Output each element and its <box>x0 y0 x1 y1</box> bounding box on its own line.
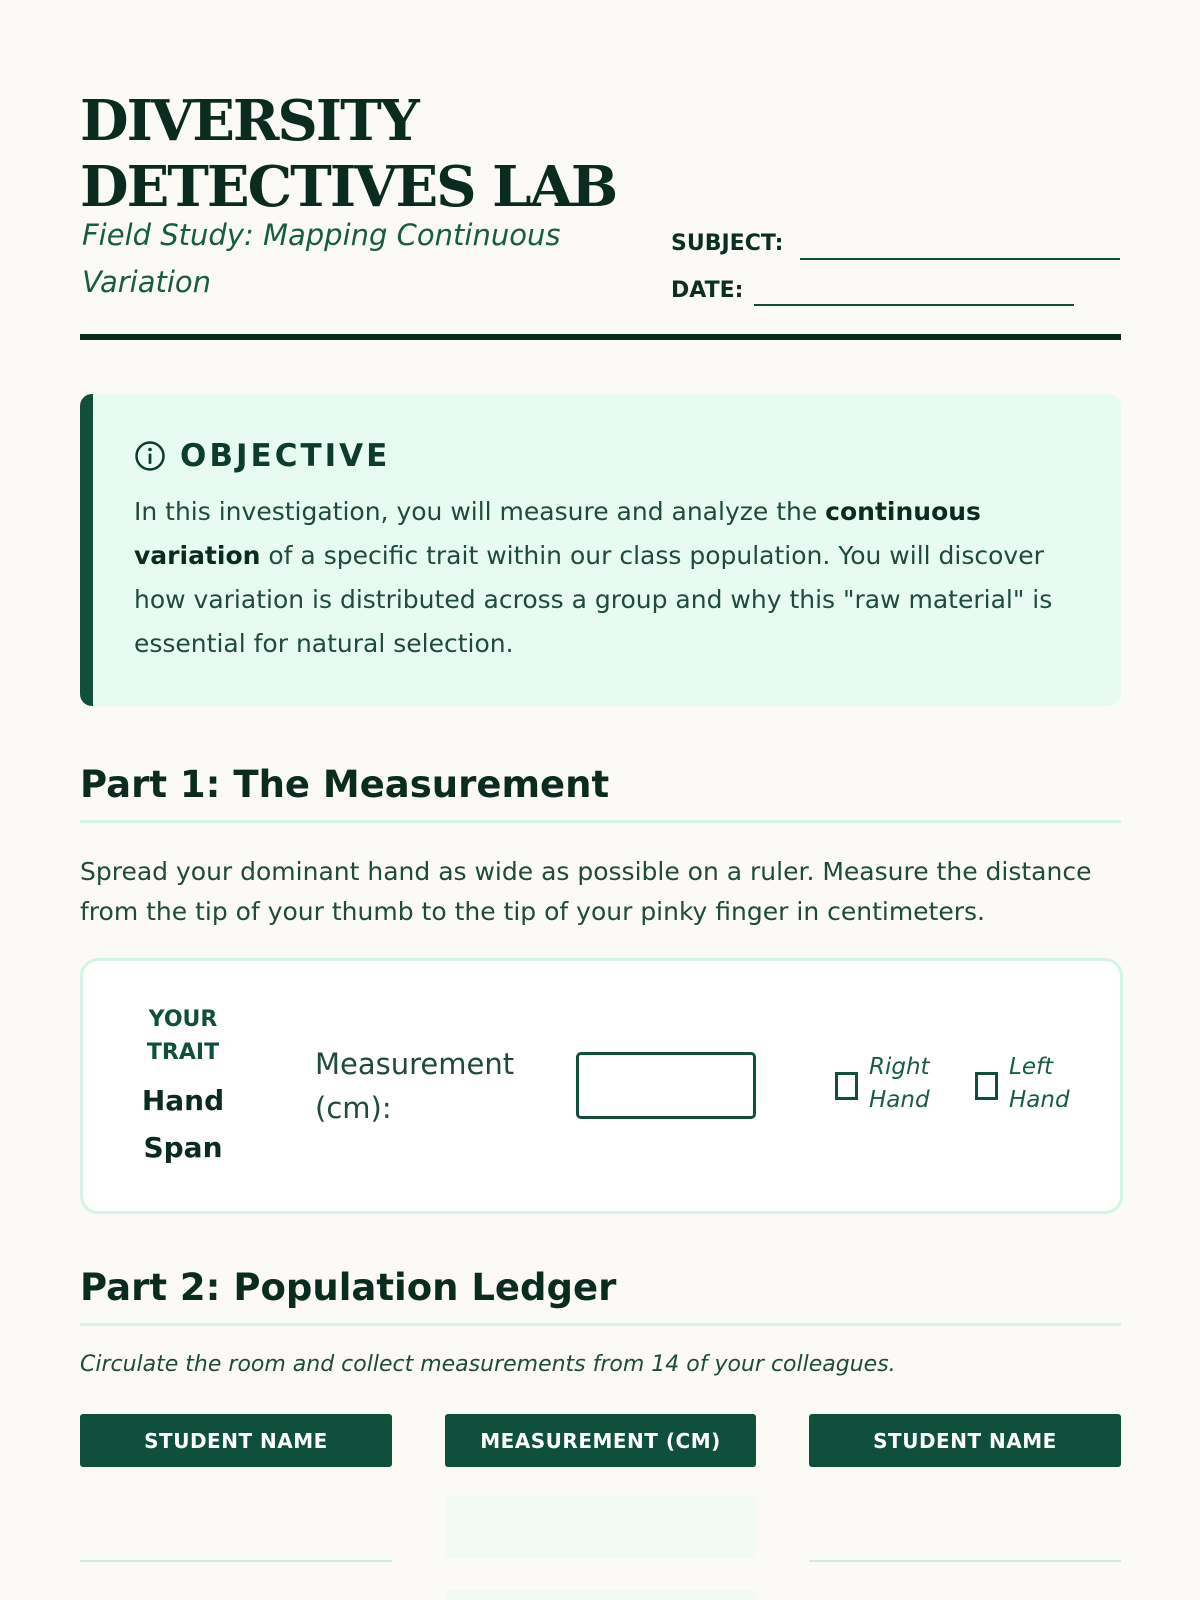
left-hand-checkbox[interactable] <box>975 1072 998 1100</box>
ledger-row-line-name-1[interactable] <box>80 1560 392 1562</box>
objective-header <box>134 438 390 474</box>
part1-instructions: Spread your dominant hand as wide as possible on a ruler. Measure the distance from the tip of your thumb to the tip of your pinky finger in centimeters. <box>80 857 1092 926</box>
header-divider <box>80 334 1121 340</box>
ledger-cell-measurement[interactable] <box>445 1496 756 1558</box>
trait-label: YOUR TRAIT <box>146 1007 220 1065</box>
ledger-row-line-name-2[interactable] <box>809 1560 1121 1562</box>
page-subtitle: Field Study: Mapping Continuous Variation <box>82 218 561 299</box>
measurement-input[interactable] <box>576 1052 756 1119</box>
trait-value: Hand Span <box>141 1084 225 1164</box>
measurement-card <box>80 958 1123 1214</box>
objective-heading: OBJECTIVE <box>180 438 391 474</box>
subject-label: SUBJECT: <box>671 231 784 256</box>
objective-box <box>80 394 1121 706</box>
part1-divider <box>80 820 1121 823</box>
part2-note: Circulate the room and collect measurements from 14 of your colleagues. <box>80 1352 896 1377</box>
ledger-header-student-name-1: STUDENT NAME <box>80 1414 392 1467</box>
ledger-cell-measurement-next[interactable] <box>445 1590 756 1600</box>
subject-field[interactable] <box>800 258 1120 260</box>
left-hand-label: Left Hand <box>1009 1054 1070 1113</box>
date-label: DATE: <box>671 278 744 303</box>
date-field[interactable] <box>754 304 1074 306</box>
part2-divider <box>80 1323 1121 1326</box>
right-hand-label: Right Hand <box>869 1054 930 1113</box>
part1-heading: Part 1: The Measurement <box>80 763 610 806</box>
right-hand-checkbox[interactable] <box>835 1072 858 1100</box>
objective-text-end: of a specific trait within our class population. You will discover how variation is distributed across a group and why this "raw material" is essential for natural selection. <box>134 541 1053 658</box>
ledger-header-student-name-2: STUDENT NAME <box>809 1414 1121 1467</box>
info-icon <box>134 440 166 472</box>
page-title: DIVERSITY DETECTIVES LAB <box>80 88 617 220</box>
part2-heading: Part 2: Population Ledger <box>80 1266 617 1309</box>
ledger-header-measurement: MEASUREMENT (CM) <box>445 1414 756 1467</box>
measurement-label: Measurement (cm): <box>315 1047 515 1125</box>
objective-accent-bar <box>80 394 93 706</box>
objective-text-emphasis: continuous variation <box>134 497 981 570</box>
objective-text <box>134 490 1074 666</box>
objective-text-start: In this investigation, you will measure and analyze the <box>134 497 826 526</box>
